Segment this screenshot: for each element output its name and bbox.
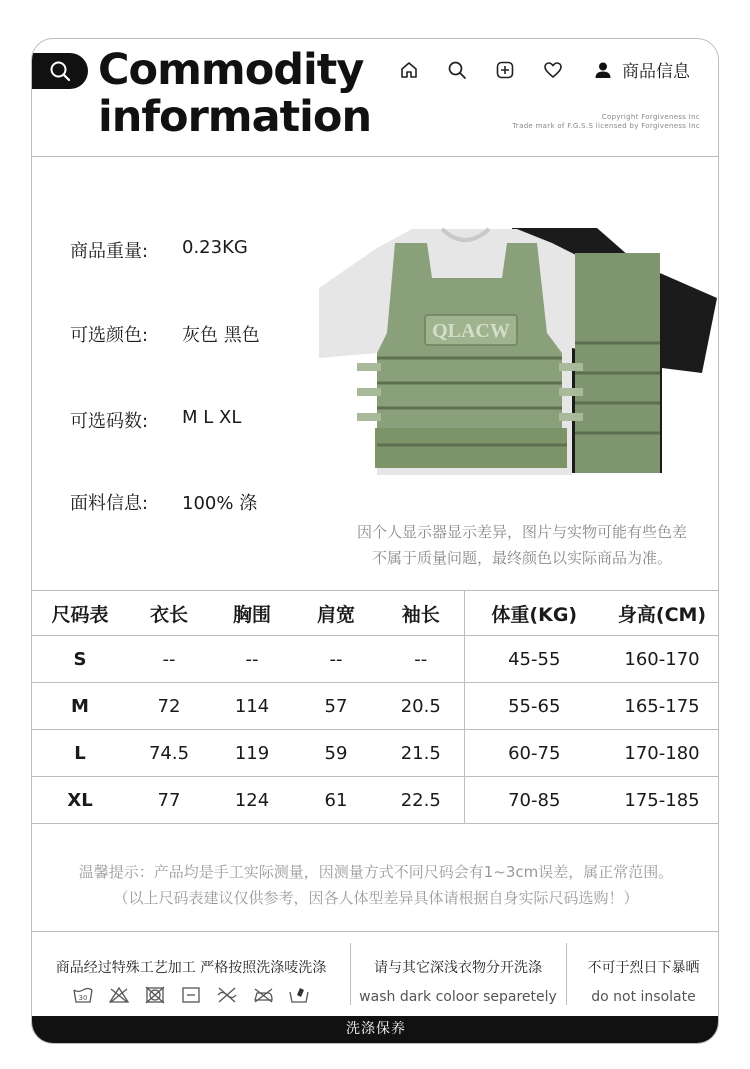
care-column bbox=[351, 937, 565, 1013]
vest-chest-text: QLACW bbox=[432, 320, 510, 342]
divider bbox=[32, 931, 718, 932]
table-row bbox=[32, 636, 719, 683]
color-disclaimer bbox=[332, 519, 712, 571]
table-header: 袖长 bbox=[378, 591, 464, 636]
color-label: 可选颜色: bbox=[70, 325, 149, 346]
table-header-row bbox=[32, 591, 719, 636]
commodity-card bbox=[31, 38, 719, 1044]
table-cell: 21.5 bbox=[378, 730, 464, 777]
search-icon bbox=[49, 60, 71, 82]
table-cell: 70-85 bbox=[464, 777, 604, 824]
no-tumble-dry-icon bbox=[143, 985, 167, 1005]
table-row bbox=[32, 730, 719, 777]
table-cell: M bbox=[32, 683, 128, 730]
table-cell: S bbox=[32, 636, 128, 683]
table-header: 体重(KG) bbox=[464, 591, 604, 636]
table-cell: 61 bbox=[294, 777, 378, 824]
disclaimer-line-1: 因个人显示器显示差异，图片与实物可能有些色差 bbox=[356, 523, 687, 541]
table-cell: 60-75 bbox=[464, 730, 604, 777]
table-cell: 72 bbox=[128, 683, 210, 730]
no-wring-icon bbox=[215, 985, 239, 1005]
tips-line-1: 温馨提示：产品均是手工实际测量，因测量方式不同尺码会有1~3cm误差，属正常范围。 bbox=[78, 863, 674, 881]
color-value: 灰色 黑色 bbox=[182, 325, 260, 346]
size-value: M L XL bbox=[182, 407, 242, 428]
table-cell: -- bbox=[378, 636, 464, 683]
table-cell: 77 bbox=[128, 777, 210, 824]
table-cell: 119 bbox=[210, 730, 294, 777]
care-text: 请与其它深浅衣物分开洗涤 bbox=[374, 960, 542, 976]
line-dry-icon bbox=[179, 985, 203, 1005]
weight-label: 商品重量: bbox=[70, 241, 149, 262]
copyright-notice bbox=[512, 113, 700, 131]
table-row bbox=[32, 777, 719, 824]
copyright-line-2: Trade mark of F.G.S.S licensed by Forgiveness Inc bbox=[512, 122, 700, 130]
fabric-value: 100% 涤 bbox=[182, 493, 258, 514]
size-table bbox=[32, 591, 719, 824]
table-cell: XL bbox=[32, 777, 128, 824]
search-nav-button[interactable] bbox=[446, 59, 468, 81]
measurement-tips bbox=[32, 859, 719, 911]
care-text: 商品经过特殊工艺加工 严格按照洗涤唛洗涤 bbox=[55, 960, 327, 976]
color-row bbox=[70, 321, 260, 347]
care-icons bbox=[32, 985, 350, 1005]
hand-wash-only-icon bbox=[287, 985, 311, 1005]
care-text: 不可于烈日下暴晒 bbox=[587, 960, 700, 976]
table-cell: 114 bbox=[210, 683, 294, 730]
table-cell: 165-175 bbox=[604, 683, 719, 730]
user-menu[interactable] bbox=[594, 57, 690, 82]
hand-wash-icon bbox=[71, 985, 95, 1005]
heart-icon bbox=[543, 60, 563, 80]
tips-line-2: （以上尺码表建议仅供参考，因各人体型差异具体请根据自身实际尺码选购！） bbox=[113, 889, 639, 907]
care-column bbox=[32, 937, 350, 1013]
product-image bbox=[317, 223, 717, 475]
table-cell: 170-180 bbox=[604, 730, 719, 777]
svg-text:30: 30 bbox=[78, 994, 88, 1002]
home-icon bbox=[399, 60, 419, 80]
page-title bbox=[98, 47, 371, 141]
user-icon bbox=[594, 61, 612, 79]
care-subtext: wash dark coloor separetely bbox=[359, 989, 557, 1005]
disclaimer-line-2: 不属于质量问题，最终颜色以实际商品为准。 bbox=[371, 549, 672, 567]
add-box-icon bbox=[495, 60, 515, 80]
table-cell: 55-65 bbox=[464, 683, 604, 730]
table-cell: 160-170 bbox=[604, 636, 719, 683]
weight-value: 0.23KG bbox=[182, 237, 248, 258]
table-cell: 59 bbox=[294, 730, 378, 777]
no-bleach-icon bbox=[107, 985, 131, 1005]
search-button[interactable] bbox=[32, 53, 88, 89]
table-header: 胸围 bbox=[210, 591, 294, 636]
title-line-2: information bbox=[98, 92, 372, 142]
table-cell: 57 bbox=[294, 683, 378, 730]
table-cell: 20.5 bbox=[378, 683, 464, 730]
table-cell: L bbox=[32, 730, 128, 777]
table-header: 衣长 bbox=[128, 591, 210, 636]
nav-label: 商品信息 bbox=[622, 62, 690, 82]
fabric-row bbox=[70, 489, 257, 515]
table-cell: 45-55 bbox=[464, 636, 604, 683]
size-row bbox=[70, 407, 241, 433]
table-cell: -- bbox=[294, 636, 378, 683]
care-subtext: do not insolate bbox=[591, 989, 696, 1005]
top-nav bbox=[398, 57, 690, 82]
title-line-1: Commodity bbox=[98, 45, 364, 95]
search-icon bbox=[447, 60, 467, 80]
weight-row bbox=[70, 237, 248, 263]
table-cell: 124 bbox=[210, 777, 294, 824]
no-iron-icon bbox=[251, 985, 275, 1005]
divider bbox=[32, 156, 718, 157]
table-row bbox=[32, 683, 719, 730]
table-header: 身高(CM) bbox=[604, 591, 719, 636]
table-cell: -- bbox=[128, 636, 210, 683]
care-footer: 洗涤保养 bbox=[32, 1016, 719, 1043]
copyright-line-1: Copyright Forgiveness Inc bbox=[601, 113, 700, 121]
table-cell: -- bbox=[210, 636, 294, 683]
care-section bbox=[32, 937, 719, 1017]
table-cell: 74.5 bbox=[128, 730, 210, 777]
care-column bbox=[567, 937, 719, 1013]
table-header: 肩宽 bbox=[294, 591, 378, 636]
add-button[interactable] bbox=[494, 59, 516, 81]
table-cell: 22.5 bbox=[378, 777, 464, 824]
fabric-label: 面料信息: bbox=[70, 493, 149, 514]
table-header: 尺码表 bbox=[32, 591, 128, 636]
size-label: 可选码数: bbox=[70, 411, 149, 432]
favorite-button[interactable] bbox=[542, 59, 564, 81]
home-button[interactable] bbox=[398, 59, 420, 81]
table-cell: 175-185 bbox=[604, 777, 719, 824]
